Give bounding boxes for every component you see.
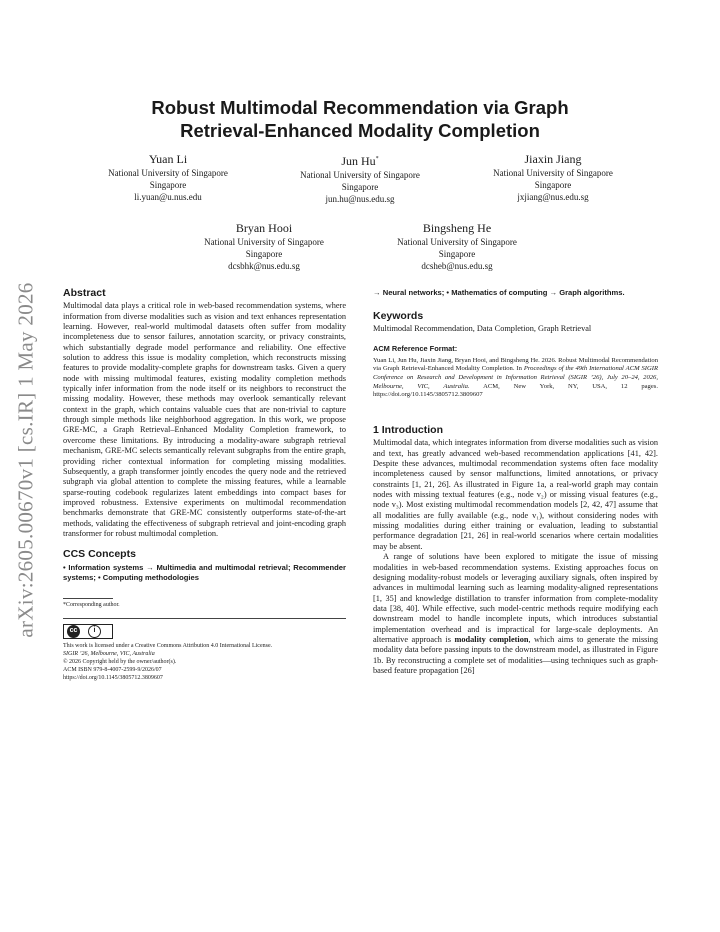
intro-paragraph-1: Multimodal data, which integrates information from diverse modalities such as vision and text, has greatly advanced web-based recommendation applications [41, 42]. Despite these advances, multimodal recommendation systems often face modality incompleteness caused by sensor malfunctions, limited annotations, or privacy constraints [1, 21, 26]. As illustrated in Figure 1a, a real-world graph may contain nodes with missing textual features (e.g., node v₂) or missing visual features (e.g., node v₃). Most existing multimodal recommendation models [2, 42, 47] assume that all modalities are fully available (e.g., node v₁), without considering nodes with missing modalities during either training or evaluation, leading to substantial performance degradation [21, 26] in real-world scenarios where certain modalities may be absent. <box>373 438 658 551</box>
ccs-text-continued: → Neural networks; • Mathematics of computing → Graph algorithms. <box>373 288 625 297</box>
intro-paragraph-2-pre: A range of solutions have been explored to mitigate the issue of missing modalities in web-based recommendation systems. Existing approaches focus on designing modality-robust models or leveraging auxiliary signals, often inspired by advances in multimodal learning such as learning modality-aligned representations [1, 35] and knowledge distillation to transfer information from complete-modality data [38, 40]. While effective, such model-centric methods require modifying each downstream model to handle incomplete inputs, which introduces substantial implementation overhead and is impractical for large-scale deployments. An alternative approach is <box>373 552 658 644</box>
corresponding-author-note: *Corresponding author. <box>63 601 120 608</box>
keywords-text: Multimodal Recommendation, Data Completion, Graph Retrieval <box>373 323 592 333</box>
corresponding-mark: * <box>375 156 379 162</box>
author-name: Jun Hu <box>341 154 376 168</box>
acm-reference-heading: ACM Reference Format: <box>373 344 458 354</box>
license-copyright: © 2026 Copyright held by the owner/author(s). <box>63 658 177 665</box>
acm-reference-text <box>373 357 658 401</box>
author-name: Bryan Hooi <box>235 221 293 235</box>
acm-reference-text-pre: Yuan Li, Jun Hu, Jiaxin Jiang, Bryan Hooi, and Bingsheng He. 2026. Robust Multimodal Recommendation via Graph Retrieval-Enhanced Modality Completion. In <box>373 356 658 373</box>
author-name: Bingsheng He <box>422 221 492 235</box>
author-name: Yuan Li <box>148 152 188 166</box>
author-country: Singapore <box>149 180 187 190</box>
author-email[interactable]: jun.hu@nus.edu.sg <box>325 194 395 204</box>
license-venue: SIGIR ’26, Melbourne, VIC, Australia <box>63 650 155 657</box>
author-block <box>164 220 364 272</box>
intro-paragraph-2-post: , which aims to generate the missing modality data before passing inputs to the downstream model, as illustrated in Figure 1b. By reconstructing a complete set of modalities—using techniques such as graph-based feature propagation [26] <box>373 634 659 675</box>
acm-reference-text-post: ACM, New York, NY, USA, 12 pages. https://doi.org/10.1145/3805712.3809607 <box>373 382 658 399</box>
title-line-2: Retrieval-Enhanced Modality Completion <box>180 120 540 141</box>
author-name: Jiaxin Jiang <box>524 152 582 166</box>
ccs-text: • Information systems → Multimedia and multimodal retrieval; Recommender systems; • Computing methodologies <box>63 562 346 583</box>
author-block <box>453 151 653 203</box>
right-column <box>373 288 658 676</box>
author-affiliation: National University of Singapore <box>108 168 228 178</box>
author-country: Singapore <box>438 249 476 259</box>
ccs-heading: CCS Concepts <box>63 548 136 561</box>
footnote-rule <box>63 598 113 599</box>
arxiv-identifier: arXiv:2605.00670v1 [cs.IR] 1 May 2026 <box>13 282 38 638</box>
author-country: Singapore <box>245 249 283 259</box>
author-email[interactable]: li.yuan@u.nus.edu <box>134 192 202 202</box>
keywords-heading: Keywords <box>373 309 424 322</box>
author-affiliation: National University of Singapore <box>204 237 324 247</box>
license-doi[interactable]: https://doi.org/10.1145/3805712.3809607 <box>63 674 163 681</box>
author-affiliation: National University of Singapore <box>397 237 517 247</box>
intro-paragraph-2 <box>373 552 658 676</box>
author-block <box>357 220 557 272</box>
author-country: Singapore <box>534 180 572 190</box>
abstract-text: Multimodal data plays a critical role in web-based recommendation systems, where information from diverse modalities such as vision and text enhances representation learning. However, real-world multimodal datasets often suffer from modality incompleteness due to sensor failures, annotation scarcity, or privacy constraints, which substantially degrade model performance and reliability. One effective solution to address this issue is modality completion, which reconstructs missing features to provide modality-complete graphs for downstream tasks. Given a query node with missing multimodal features, existing modality completion methods typically infer information from the node itself or its neighbors to reconstruct the missing modality. However, these methods may overlook semantically relevant context in the graph, which contains valuable cues that are non-trivial to capture through simple methods like neighborhood aggregation. In this work, we propose GRE-MC, a Graph Retrieval–Enhanced Modality Completion framework, to overcome these limitations. By introducing a modality-aware subgraph retrieval mechanism, GRE-MC selects semantically relevant subgraphs from the entire graph, providing richer contextual information for completing missing modalities. Subsequently, a graph transformer jointly encodes the query node and the retrieved subgraph via global attention to complete the missing features, while a learnable sparse-routing codebook regularizes latent embeddings into compact bases for improved robustness. Extensive experiments on multimodal recommendation benchmarks demonstrate that GRE-MC consistently outperforms state-of-the-art methods, validating the effectiveness of subgraph retrieval and joint-encoding graph transformer for robust multimodal completion. <box>63 301 346 538</box>
abstract-heading: Abstract <box>63 287 106 299</box>
introduction-heading: 1 Introduction <box>373 424 443 437</box>
license-isbn: ACM ISBN 979-8-4007-2599-9/2026/07 <box>63 666 162 673</box>
cc-icon: cc <box>67 625 80 638</box>
author-email[interactable]: dcsbhk@nus.edu.sg <box>228 261 300 271</box>
acm-reference-proceedings: Proceedings of the 49th International ACM SIGIR Conference on Research and Development in Information Retrieval (SIGIR ’26), July 20–24, 2026, Melbourne, VIC, Australia. <box>373 365 658 390</box>
author-email[interactable]: jxjiang@nus.edu.sg <box>517 192 589 202</box>
arxiv-stamp <box>6 250 46 670</box>
license-statement: This work is licensed under a Creative Commons Attribution 4.0 International License. <box>63 642 273 649</box>
author-affiliation: National University of Singapore <box>300 170 420 180</box>
license-rule <box>63 618 346 619</box>
paper-title <box>60 96 660 142</box>
author-affiliation: National University of Singapore <box>493 168 613 178</box>
intro-modality-completion: modality completion <box>454 634 529 644</box>
author-block <box>260 151 460 205</box>
author-country: Singapore <box>341 182 379 192</box>
attribution-icon: i <box>88 625 101 638</box>
left-column <box>63 288 346 682</box>
license-block <box>63 642 346 682</box>
author-email[interactable]: dcsheb@nus.edu.sg <box>421 261 493 271</box>
author-block <box>68 151 268 203</box>
cc-by-badge[interactable] <box>63 624 113 639</box>
title-line-1: Robust Multimodal Recommendation via Graph <box>151 97 569 118</box>
